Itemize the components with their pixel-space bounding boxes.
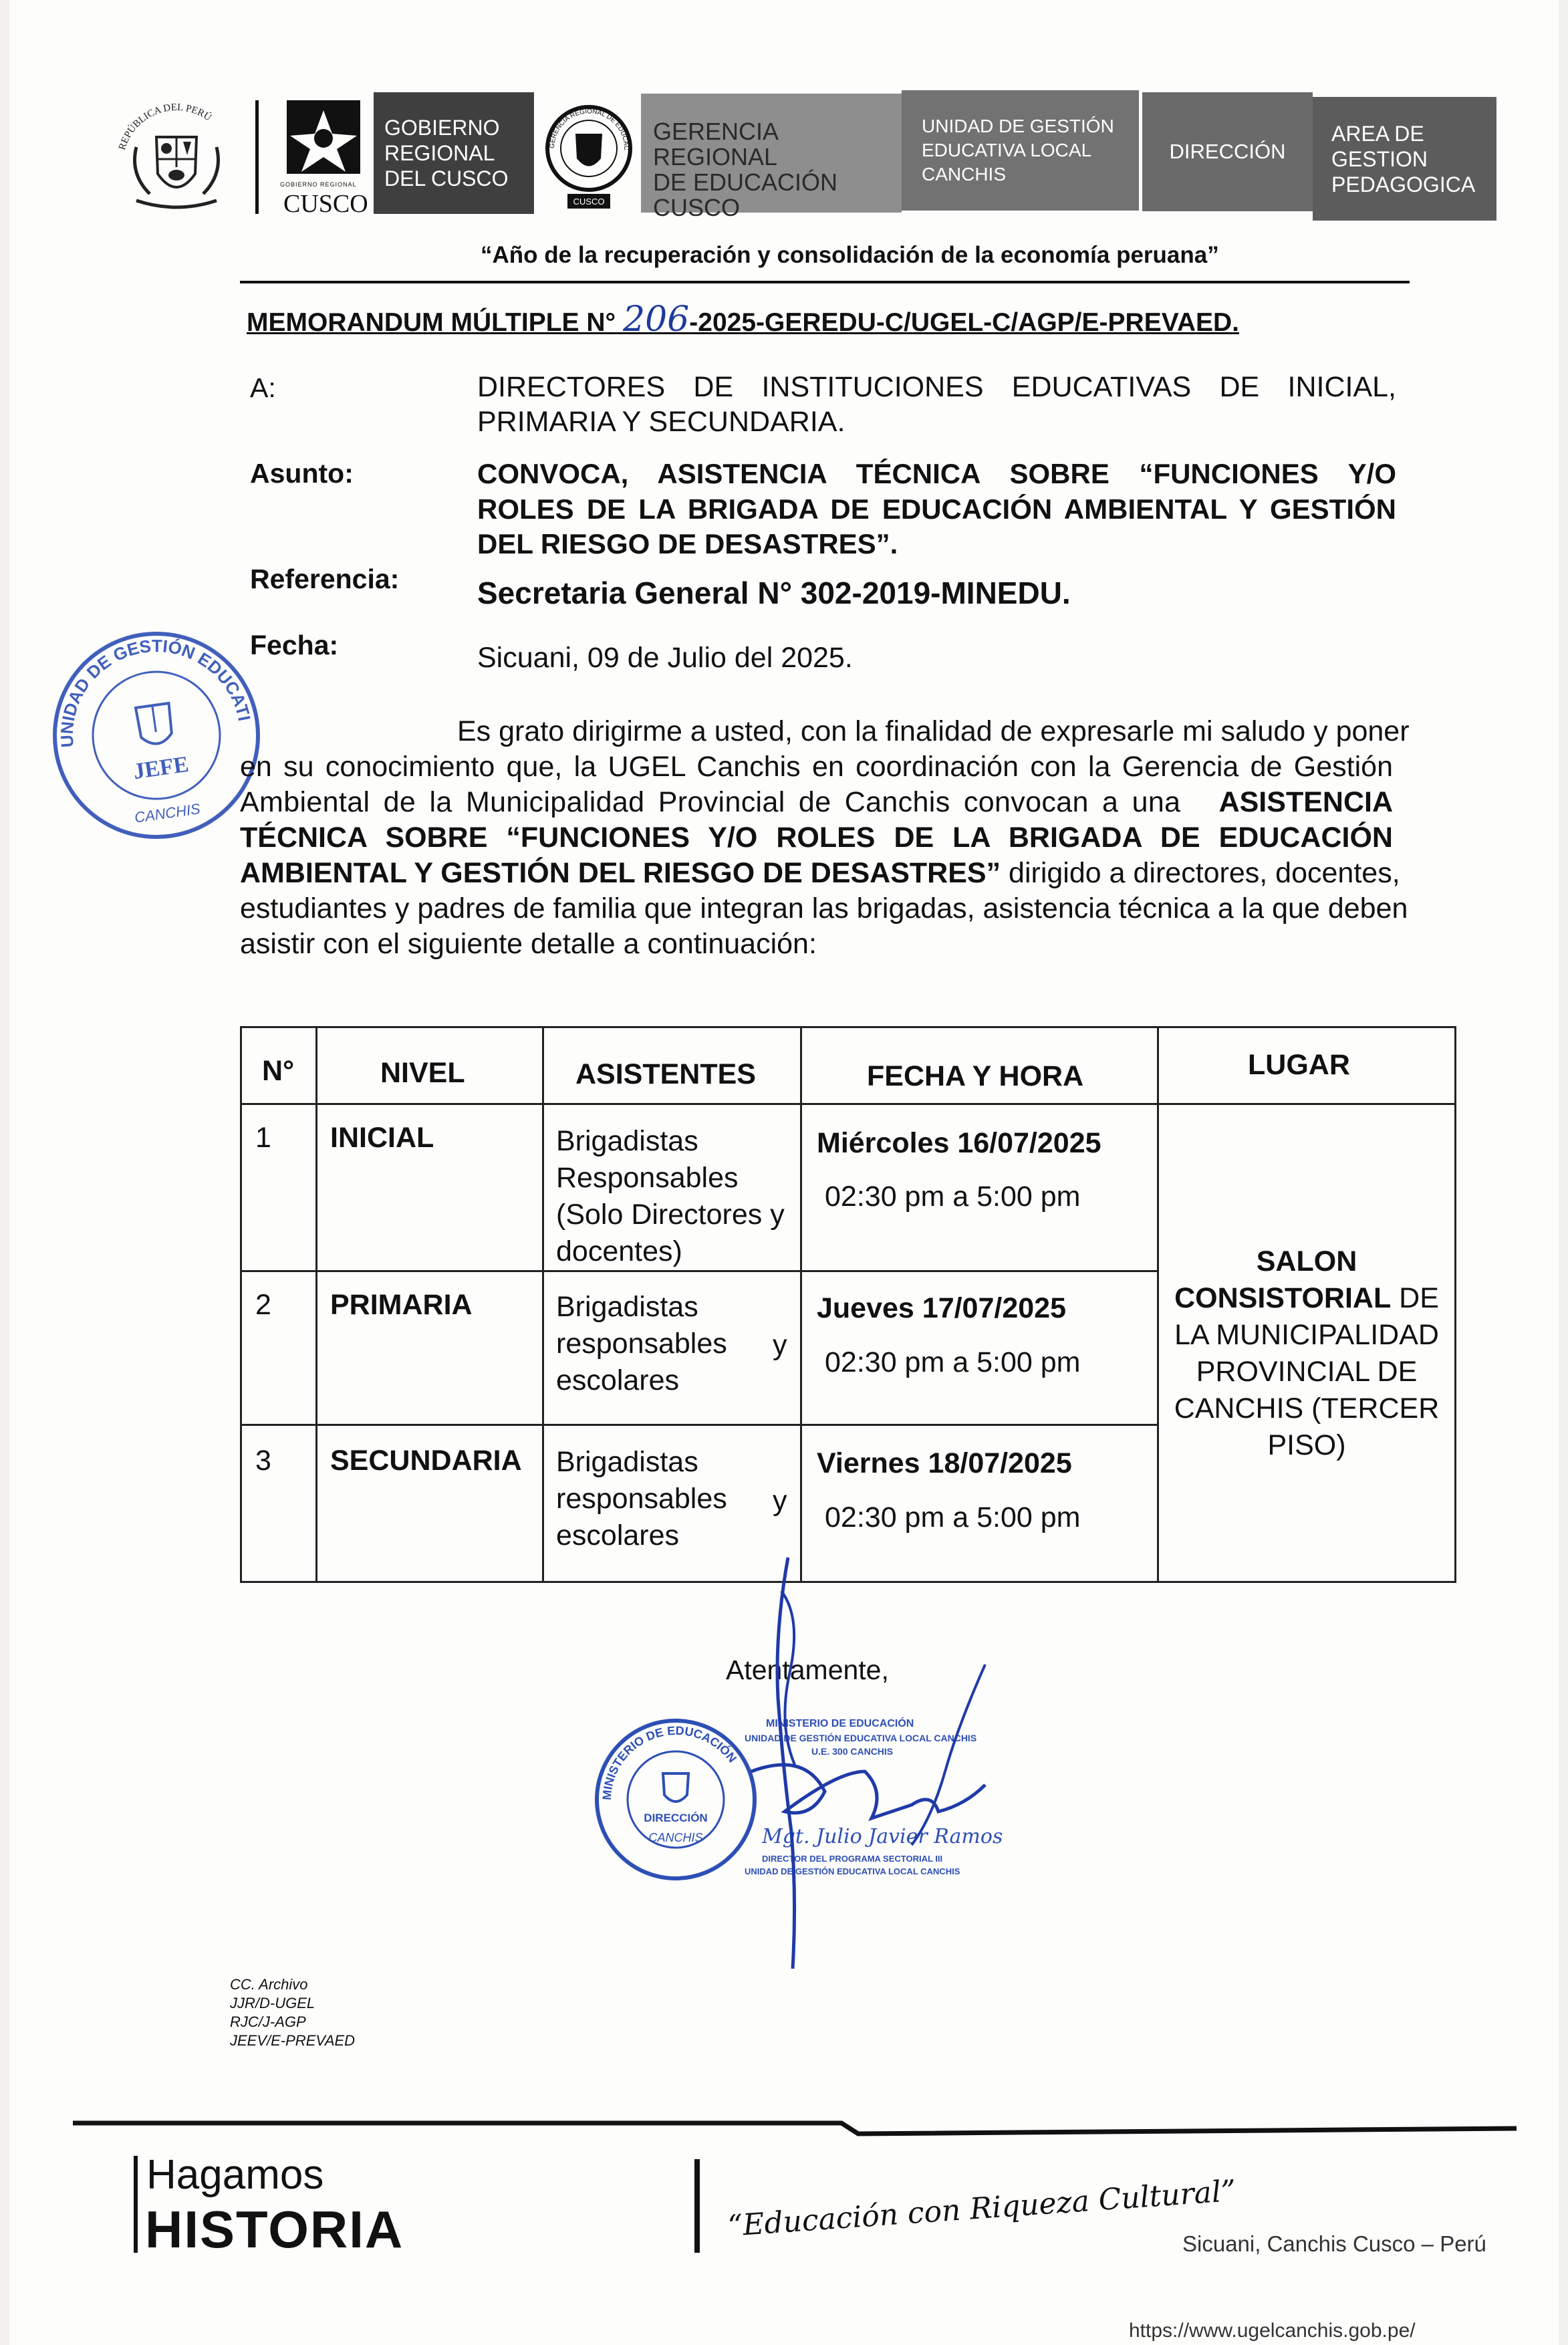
- jefe-stamp-center: JEFE: [132, 751, 190, 785]
- asunto-value-line-1: CONVOCA, ASISTENCIA TÉCNICA SOBRE “FUNCIONES Y/O: [477, 458, 1396, 489]
- lugar-line-4: PROVINCIAL DE: [1196, 1356, 1418, 1388]
- referencia-value: Secretaria General N° 302-2019-MINEDU.: [477, 576, 1071, 610]
- row-1-n: 1: [255, 1122, 271, 1154]
- footer-center-bar: [694, 2159, 700, 2253]
- a-value-line-1: DIRECTORES DE INSTITUCIONES EDUCATIVAS DE INICIAL,: [477, 371, 1396, 403]
- sign-line-6: UNIDAD DE GESTIÓN EDUCATIVA LOCAL CANCHIS: [745, 1866, 960, 1876]
- asunto-label: Asunto:: [250, 458, 354, 489]
- row-1-hora: 02:30 pm a 5:00 pm: [825, 1181, 1081, 1213]
- header-n: N°: [262, 1055, 295, 1087]
- lugar-line-2a: CONSISTORIAL: [1174, 1282, 1392, 1314]
- row-1-asistentes-4: docentes): [556, 1235, 682, 1267]
- document-page: [9, 0, 1559, 2345]
- cc-block: [230, 1975, 355, 2050]
- row-2-asistentes-2: responsables: [556, 1328, 727, 1360]
- sign-line-3: U.E. 300 CANCHIS: [811, 1746, 894, 1757]
- body-line-3: [240, 786, 1393, 819]
- sign-line-5: DIRECTOR DEL PROGRAMA SECTORIAL III: [762, 1854, 943, 1864]
- table-rule: [240, 1424, 1159, 1426]
- body-line-1: Es grato dirigirme a usted, con la finalidad de expresarle mi saludo y poner: [457, 715, 1410, 747]
- memo-prefix: MEMORANDUM MÚLTIPLE N°: [247, 308, 616, 337]
- svg-text:UNIDAD DE GESTIÓN EDUCATIVA LO: [32, 611, 255, 752]
- memo-suffix: -2025-GEREDU-C/UGEL-C/AGP/E-PREVAED.: [689, 308, 1239, 337]
- table-rule: [1454, 1026, 1456, 1583]
- body-line-4: TÉCNICA SOBRE “FUNCIONES Y/O ROLES DE LA BRIGADA DE EDUCACIÓN: [240, 822, 1393, 854]
- ugel-line-3: CANCHIS: [922, 164, 1007, 184]
- ugel-line-2: EDUCATIVA LOCAL: [922, 140, 1092, 160]
- row-1-asistentes-1: Brigadistas: [556, 1125, 698, 1157]
- body-line-5: [240, 857, 1400, 890]
- geredu-seal-text: GERENCIA REGIONAL DE EDUCAC: [548, 108, 630, 151]
- row-1-asistentes-2: Responsables: [556, 1162, 739, 1194]
- lugar-cell: [1159, 1243, 1454, 1464]
- row-1-nivel: INICIAL: [330, 1122, 434, 1154]
- lugar-line-5: CANCHIS (TERCER: [1174, 1392, 1440, 1425]
- fecha-value: Sicuani, 09 de Julio del 2025.: [477, 642, 853, 674]
- lugar-line-1: SALON: [1256, 1245, 1357, 1277]
- a-label: A:: [250, 372, 276, 403]
- row-3-asistentes-3: escolares: [556, 1519, 680, 1552]
- motto-rule: [240, 281, 1410, 283]
- row-3-asistentes-2: responsables: [556, 1483, 727, 1515]
- cc-line-4: JEEV/E-PREVAED: [230, 2032, 356, 2049]
- row-1-asistentes-3: (Solo Directores y: [556, 1199, 785, 1231]
- ugel-line-1: UNIDAD DE GESTIÓN: [922, 116, 1114, 136]
- cc-line-2: JJR/D-UGEL: [230, 1995, 315, 2011]
- row-2-asistentes-y: y: [773, 1329, 787, 1361]
- jefe-stamp-bottom: CANCHIS: [133, 800, 202, 826]
- footer-rule: [73, 2119, 1517, 2139]
- direccion-stamp-center: DIRECCIÓN: [644, 1812, 708, 1824]
- memo-number: 206: [623, 299, 690, 340]
- handwritten-signature: [711, 1551, 1012, 1979]
- direccion-text: DIRECCIÓN: [1169, 140, 1286, 163]
- table-rule: [240, 1026, 242, 1583]
- body-line-6: estudiantes y padres de familia que integran las brigadas, asistencia técnica a la que deben: [240, 892, 1408, 924]
- body-line-5b: dirigido a directores, docentes,: [1001, 857, 1400, 889]
- area-line-1: AREA DE: [1331, 121, 1424, 146]
- footer-url[interactable]: https://www.ugelcanchis.gob.pe/: [1129, 2320, 1416, 2342]
- gerencia-regional-box: [641, 94, 902, 221]
- lugar-line-3: LA MUNICIPALIDAD: [1174, 1319, 1439, 1351]
- memo-title: [247, 299, 1239, 340]
- body-line-5a: AMBIENTAL Y GESTIÓN DEL RIESGO DE DESASTRES”: [240, 857, 1001, 889]
- sign-line-1: MINISTERIO DE EDUCACIÓN: [766, 1718, 914, 1729]
- footer-hagamos: Hagamos: [146, 2152, 324, 2198]
- table-rule: [315, 1026, 317, 1583]
- asunto-value-line-3: DEL RIESGO DE DESASTRES”.: [477, 528, 898, 560]
- body-line-2: en su conocimiento que, la UGEL Canchis en coordinación con la Gerencia de Gestión: [240, 751, 1393, 783]
- footer-slogan: “Educación con Riqueza Cultural”: [727, 2173, 1237, 2243]
- fecha-label: Fecha:: [250, 630, 339, 660]
- gerencia-line-3: CUSCO: [653, 194, 741, 221]
- header-asistentes: ASISTENTES: [575, 1058, 756, 1090]
- row-3-nivel: SECUNDARIA: [330, 1445, 522, 1477]
- referencia-label: Referencia:: [250, 564, 400, 594]
- row-2-n: 2: [255, 1289, 271, 1321]
- footer-historia: HISTORIA: [145, 2200, 404, 2259]
- footer-logo-bar: [134, 2156, 138, 2253]
- header-fecha-hora: FECHA Y HORA: [867, 1060, 1084, 1092]
- row-2-asistentes-3: escolares: [556, 1364, 680, 1396]
- row-2-hora: 02:30 pm a 5:00 pm: [825, 1346, 1081, 1378]
- geredu-seal: [541, 95, 638, 215]
- table-rule: [240, 1270, 1159, 1272]
- row-3-n: 3: [255, 1445, 271, 1477]
- direccion-stamp-bottom: CANCHIS: [648, 1831, 703, 1844]
- body-line-7: asistir con el siguiente detalle a continuación:: [240, 928, 817, 960]
- asunto-value-line-2: ROLES DE LA BRIGADA DE EDUCACIÓN AMBIENTAL Y GESTIÓN: [477, 493, 1396, 525]
- sign-line-2: UNIDAD DE GESTIÓN EDUCATIVA LOCAL CANCHIS: [745, 1733, 977, 1743]
- area-line-3: PEDAGOGICA: [1331, 172, 1476, 197]
- lugar-line-6: PISO): [1267, 1429, 1346, 1461]
- gerencia-line-1: GERENCIA REGIONAL: [653, 118, 778, 170]
- direccion-box: [1142, 92, 1313, 211]
- row-2-asistentes-1: Brigadistas: [556, 1291, 698, 1323]
- cusco-logo-text: CUSCO: [283, 190, 368, 218]
- gobierno-line-2: REGIONAL: [384, 141, 495, 165]
- area-line-2: GESTION: [1331, 146, 1428, 171]
- direccion-stamp-top: MINISTERIO DE EDUCACIÓN: [600, 1723, 739, 1801]
- geredu-seal-bottom: CUSCO: [573, 197, 605, 207]
- ugel-box: [902, 90, 1139, 211]
- peru-coat-of-arms: [110, 100, 243, 214]
- year-motto: “Año de la recuperación y consolidación de la economía peruana”: [481, 242, 1219, 268]
- row-2-fecha: Jueves 17/07/2025: [817, 1292, 1066, 1324]
- gobierno-line-1: GOBIERNO: [384, 116, 500, 140]
- body-line-3a: Ambiental de la Municipalidad Provincial de Canchis convocan a una: [240, 786, 1181, 818]
- table-rule: [800, 1026, 802, 1583]
- row-2-nivel: PRIMARIA: [330, 1289, 473, 1321]
- header-separator: [255, 100, 259, 214]
- closing-text: Atentamente,: [726, 1654, 889, 1685]
- row-3-fecha: Viernes 18/07/2025: [817, 1447, 1072, 1479]
- row-3-hora: 02:30 pm a 5:00 pm: [825, 1501, 1081, 1533]
- peru-seal-text: REPÚBLICA DEL PERÚ: [116, 102, 213, 152]
- gobierno-line-3: DEL CUSCO: [384, 166, 509, 191]
- body-line-3b: ASISTENCIA: [1218, 786, 1393, 818]
- gerencia-line-2: DE EDUCACIÓN: [653, 168, 838, 196]
- lugar-line-2: [1159, 1280, 1454, 1317]
- table-rule: [542, 1026, 544, 1583]
- area-pedagogica-box: [1313, 97, 1496, 221]
- table-rule: [240, 1026, 1456, 1028]
- row-3-asistentes-1: Brigadistas: [556, 1446, 698, 1478]
- row-1-fecha: Miércoles 16/07/2025: [817, 1127, 1101, 1159]
- cusco-logo: [273, 97, 374, 221]
- footer-location: Sicuani, Canchis Cusco – Perú: [1182, 2231, 1486, 2256]
- row-3-asistentes-y: y: [773, 1485, 787, 1517]
- a-value-line-2: PRIMARIA Y SECUNDARIA.: [477, 406, 845, 438]
- sign-name: Mgt. Julio Javier Ramos: [762, 1825, 1003, 1848]
- cc-line-1: CC. Archivo: [230, 1976, 308, 1993]
- cusco-logo-small: GOBIERNO REGIONAL: [280, 181, 357, 188]
- lugar-line-2b: DE: [1391, 1282, 1439, 1314]
- cc-line-3: RJC/J-AGP: [230, 2013, 306, 2030]
- jefe-stamp-ring: UNIDAD DE GESTIÓN EDUCATIVA LOCAL · AREA DE GESTION PEDAGOGICA ·: [31, 624, 255, 749]
- table-rule: [240, 1103, 1456, 1105]
- header-nivel: NIVEL: [380, 1057, 465, 1089]
- header-lugar: LUGAR: [1248, 1049, 1350, 1081]
- gobierno-regional-box: [374, 92, 534, 214]
